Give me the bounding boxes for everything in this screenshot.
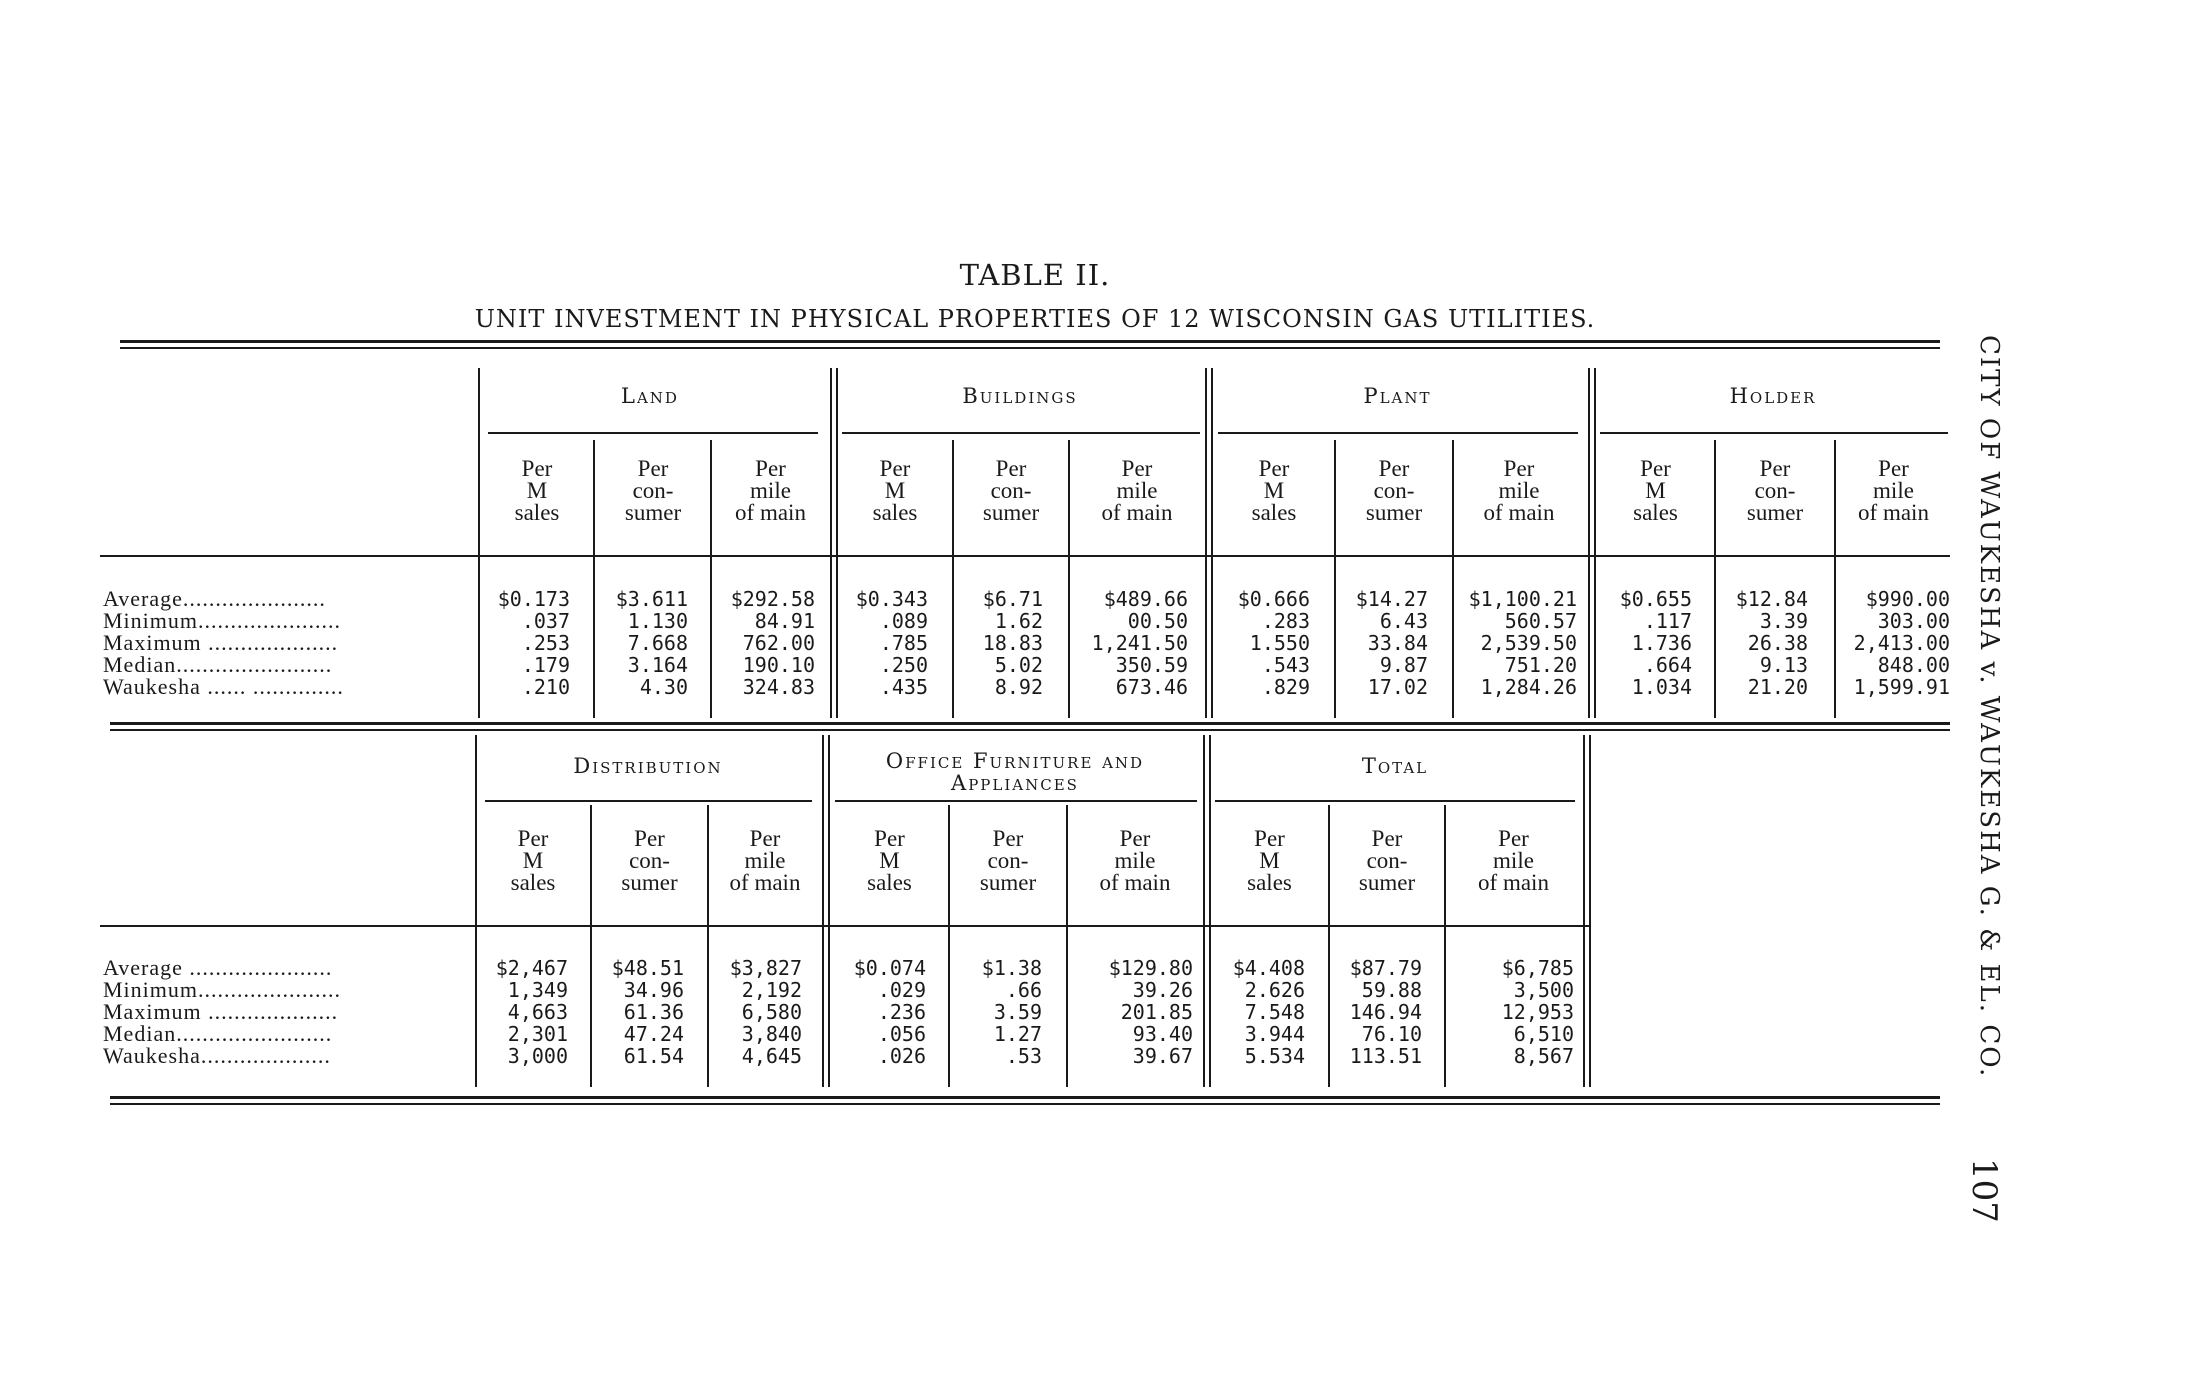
table-cell: 4,663 — [507, 1000, 568, 1024]
table-cell: 190.10 — [742, 653, 815, 677]
table-cell: .056 — [877, 1022, 926, 1046]
table-cell: 1,349 — [507, 978, 568, 1002]
table-cell: .66 — [1005, 978, 1042, 1002]
table-cell: 762.00 — [742, 631, 815, 655]
table-cell: 39.67 — [1132, 1044, 1193, 1068]
table-cell: $3,827 — [729, 956, 802, 980]
table-cell: $990.00 — [1865, 587, 1950, 611]
table-cell: .037 — [521, 609, 570, 633]
table-cell: $1,100.21 — [1468, 587, 1577, 611]
col-header-per-mile-of-main: Per mile of main — [735, 456, 806, 525]
table-cell: 33.84 — [1367, 631, 1428, 655]
row-label-maximum: Maximum .................... — [103, 630, 339, 655]
table-cell: 2,413.00 — [1853, 631, 1950, 655]
table-cell: 8.92 — [994, 675, 1043, 699]
table-cell: .026 — [877, 1044, 926, 1068]
table-cell: 34.96 — [623, 978, 684, 1002]
col-header-per-m-sales: Per M sales — [510, 826, 556, 895]
table-cell: 1.736 — [1631, 631, 1692, 655]
table-cell: 1.034 — [1631, 675, 1692, 699]
table-cell: .029 — [877, 978, 926, 1002]
table-cell: $1.38 — [981, 956, 1042, 980]
col-header-per-mile-of-main: Per mile of main — [1478, 826, 1549, 895]
row-label-waukesha: Waukesha.................... — [103, 1043, 331, 1068]
table-cell: 5.02 — [994, 653, 1043, 677]
table-cell: 17.02 — [1367, 675, 1428, 699]
table-cell: 47.24 — [623, 1022, 684, 1046]
page-number: 107 — [1964, 1158, 2004, 1223]
group-header-plant: Plant — [1363, 384, 1432, 408]
group-header-office-furniture: Office Furniture and Appliances — [885, 749, 1145, 795]
table-cell: 1.62 — [994, 609, 1043, 633]
table-cell: 21.20 — [1747, 675, 1808, 699]
middle-double-rule — [110, 722, 1950, 731]
table-cell: 324.83 — [742, 675, 815, 699]
table-cell: 201.85 — [1120, 1000, 1193, 1024]
header-rule — [100, 555, 1950, 557]
group-header-distribution: Distribution — [573, 754, 723, 778]
table-cell: 6.43 — [1379, 609, 1428, 633]
row-label-minimum: Minimum...................... — [103, 977, 342, 1002]
row-label-average: Average...................... — [103, 586, 326, 611]
col-header-per-mile-of-main: Per mile of main — [1483, 456, 1555, 525]
col-header-per-consumer: Per con- sumer — [624, 456, 682, 525]
table-cell: .179 — [521, 653, 570, 677]
row-label-maximum: Maximum .................... — [103, 999, 339, 1024]
table-cell: 76.10 — [1361, 1022, 1422, 1046]
table-cell: 350.59 — [1115, 653, 1188, 677]
col-header-per-consumer: Per con- sumer — [982, 456, 1040, 525]
group-divider — [1583, 735, 1591, 1087]
table-cell: $129.80 — [1108, 956, 1193, 980]
table-cell: .089 — [879, 609, 928, 633]
table-cell: 12,953 — [1501, 1000, 1574, 1024]
table-cell: $2,467 — [495, 956, 568, 980]
table-cell: 4.30 — [639, 675, 688, 699]
row-label-waukesha: Waukesha ...... .............. — [103, 674, 344, 699]
group-header-land: Land — [621, 384, 679, 408]
col-header-per-mile-of-main: Per mile of main — [1099, 826, 1171, 895]
col-header-per-consumer: Per con- sumer — [621, 826, 678, 895]
col-header-per-m-sales: Per M sales — [867, 826, 912, 895]
table-cell: 1.130 — [627, 609, 688, 633]
table-cell: $0.666 — [1237, 587, 1310, 611]
col-header-per-m-sales: Per M sales — [514, 456, 560, 525]
table-cell: 61.36 — [623, 1000, 684, 1024]
table-cell: 1,284.26 — [1480, 675, 1577, 699]
col-header-per-mile-of-main: Per mile of main — [729, 826, 801, 895]
table-cell: 303.00 — [1877, 609, 1950, 633]
table-cell: .117 — [1643, 609, 1692, 633]
col-header-per-m-sales: Per M sales — [1251, 456, 1297, 525]
table-cell: 4,645 — [741, 1044, 802, 1068]
table-cell: 5.534 — [1244, 1044, 1305, 1068]
table-cell: 39.26 — [1132, 978, 1193, 1002]
table-cell: 3,840 — [741, 1022, 802, 1046]
col-header-per-consumer: Per con- sumer — [979, 826, 1037, 895]
table-cell: 6,580 — [741, 1000, 802, 1024]
table-cell: 1.550 — [1249, 631, 1310, 655]
group-underline — [835, 800, 1197, 802]
table-cell: 3.39 — [1759, 609, 1808, 633]
table-cell: 26.38 — [1747, 631, 1808, 655]
table-cell: 7.548 — [1244, 1000, 1305, 1024]
table-cell: 8,567 — [1513, 1044, 1574, 1068]
table-cell: .543 — [1261, 653, 1310, 677]
table-cell: 2.626 — [1244, 978, 1305, 1002]
table-cell: 3.164 — [627, 653, 688, 677]
table-cell: 18.83 — [982, 631, 1043, 655]
bottom-double-rule — [110, 1096, 1940, 1105]
group-header-total: Total — [1361, 754, 1429, 778]
table-cell: 560.57 — [1504, 609, 1577, 633]
table-cell: .236 — [877, 1000, 926, 1024]
row-label-median: Median........................ — [103, 1021, 333, 1046]
table-cell: 00.50 — [1127, 609, 1188, 633]
table-cell: 2,301 — [507, 1022, 568, 1046]
group-header-holder: Holder — [1729, 384, 1817, 408]
group-underline — [1218, 432, 1578, 434]
col-header-per-m-sales: Per M sales — [1247, 826, 1292, 895]
group-underline — [488, 432, 818, 434]
table-cell: 751.20 — [1504, 653, 1577, 677]
table-cell: 113.51 — [1349, 1044, 1422, 1068]
table-cell: $87.79 — [1349, 956, 1422, 980]
running-head: CITY OF WAUKESHA v. WAUKESHA G. & EL. CO. — [1974, 335, 2004, 1079]
table-cell: .253 — [521, 631, 570, 655]
table-cell: 146.94 — [1349, 1000, 1422, 1024]
table-cell: 6,510 — [1513, 1022, 1574, 1046]
table-cell: $48.51 — [611, 956, 684, 980]
table-cell: .283 — [1261, 609, 1310, 633]
table-cell: 93.40 — [1132, 1022, 1193, 1046]
row-label-average: Average ...................... — [103, 955, 333, 980]
table-cell: $489.66 — [1103, 587, 1188, 611]
table-cell: $14.27 — [1355, 587, 1428, 611]
table-cell: .664 — [1643, 653, 1692, 677]
table-cell: 7.668 — [627, 631, 688, 655]
table-cell: .250 — [879, 653, 928, 677]
group-underline — [1600, 432, 1948, 434]
table-cell: 1,241.50 — [1091, 631, 1188, 655]
table-title: TABLE II. — [959, 258, 1111, 292]
table-cell: $292.58 — [730, 587, 815, 611]
table-cell: .53 — [1005, 1044, 1042, 1068]
col-header-per-consumer: Per con- sumer — [1746, 456, 1804, 525]
table-cell: 61.54 — [623, 1044, 684, 1068]
table-cell: $4.408 — [1232, 956, 1305, 980]
table-cell: 3.944 — [1244, 1022, 1305, 1046]
table-cell: .829 — [1261, 675, 1310, 699]
table-cell: .435 — [879, 675, 928, 699]
col-header-per-mile-of-main: Per mile of main — [1858, 456, 1929, 525]
table-cell: .210 — [521, 675, 570, 699]
table-cell: $6,785 — [1501, 956, 1574, 980]
col-header-per-consumer: Per con- sumer — [1365, 456, 1423, 525]
table-cell: 3.59 — [993, 1000, 1042, 1024]
table-cell: 3,000 — [507, 1044, 568, 1068]
group-underline — [842, 432, 1200, 434]
table-cell: 673.46 — [1115, 675, 1188, 699]
table-cell: 2,539.50 — [1480, 631, 1577, 655]
table-cell: $6.71 — [982, 587, 1043, 611]
top-double-rule — [120, 340, 1940, 349]
table-cell: .785 — [879, 631, 928, 655]
table-cell: 84.91 — [754, 609, 815, 633]
group-underline — [485, 800, 812, 802]
header-rule — [100, 925, 1590, 927]
table-cell: 9.13 — [1759, 653, 1808, 677]
table-cell: $3.611 — [615, 587, 688, 611]
col-header-per-m-sales: Per M sales — [1633, 456, 1678, 525]
col-header-per-m-sales: Per M sales — [872, 456, 918, 525]
col-header-per-consumer: Per con- sumer — [1358, 826, 1416, 895]
group-underline — [1215, 800, 1575, 802]
table-cell: 1,599.91 — [1853, 675, 1950, 699]
table-cell: 59.88 — [1361, 978, 1422, 1002]
table-cell: 9.87 — [1379, 653, 1428, 677]
row-label-minimum: Minimum...................... — [103, 608, 342, 633]
group-header-buildings: Buildings — [962, 384, 1078, 408]
table-subtitle: UNIT INVESTMENT IN PHYSICAL PROPERTIES OF 12 WISCONSIN GAS UTILITIES. — [474, 305, 1596, 333]
row-label-median: Median........................ — [103, 652, 333, 677]
col-header-per-mile-of-main: Per mile of main — [1101, 456, 1173, 525]
table-cell: $12.84 — [1735, 587, 1808, 611]
table-cell: 1.27 — [993, 1022, 1042, 1046]
table-cell: $0.655 — [1619, 587, 1692, 611]
table-cell: 848.00 — [1877, 653, 1950, 677]
table-cell: 2,192 — [741, 978, 802, 1002]
table-cell: $0.343 — [855, 587, 928, 611]
table-cell: 3,500 — [1513, 978, 1574, 1002]
table-cell: $0.173 — [497, 587, 570, 611]
table-cell: $0.074 — [853, 956, 926, 980]
